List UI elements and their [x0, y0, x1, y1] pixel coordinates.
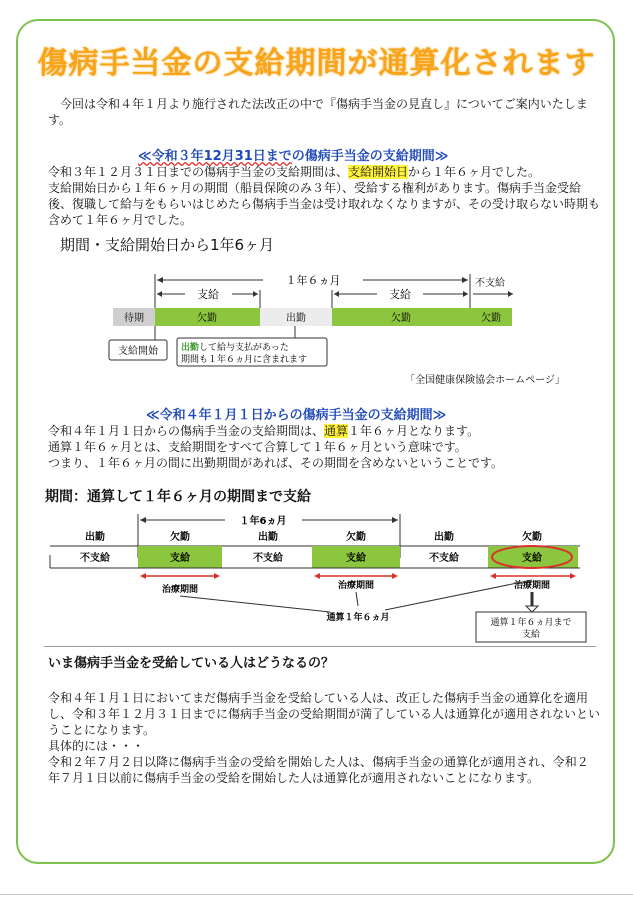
diagram2-bottom-label: 支給 — [346, 553, 366, 564]
diagram2-bottom-label: 不支給 — [429, 553, 459, 564]
section2-heading: ≪令和４年１月１日からの傷病手当金の支給期間≫ — [146, 408, 447, 423]
section2-period-label: 期間：通算して１年６ヶ月の期間まで支給 — [45, 489, 311, 505]
diagram1-seg-label: 待期 — [124, 313, 144, 324]
section1-highlight: 支給開始日 — [348, 165, 409, 179]
diagram2-bottom-label: 支給 — [170, 553, 190, 564]
section2-diagram — [40, 510, 610, 645]
diagram1-span-b: 支給 — [389, 288, 411, 301]
diagram1-seg-label: 出勤 — [286, 313, 306, 324]
diagram1-source: 「全国健康保険協会ホームページ」 — [405, 375, 565, 386]
diagram2-bottom-label: 支給 — [522, 553, 542, 564]
section1-body: 支給開始日から１年６ヶ月の期間（船員保険のみ３年）、受給する権利があります。傷病手当金受給後、復職して給与をもらいはじめたら傷病手当金は受け取れなくなりますが、その受け取らない時期も含めて１年６ヶ月でした。 — [48, 181, 601, 227]
section2-line1-a: 令和４年１月１日からの傷病手当金の支給期間は、 — [48, 424, 325, 438]
diagram2-bottom-label: 不支給 — [253, 553, 283, 564]
section1-heading — [138, 145, 448, 164]
diagram2-top-label: 出勤 — [434, 532, 454, 543]
section2-line1 — [48, 423, 600, 439]
section2-line2: 通算１年６ヶ月とは、支給期間をすべて合算して１年６ヶ月という意味です。 — [48, 440, 467, 454]
divider — [44, 646, 596, 647]
diagram1-seg-label: 欠勤 — [481, 313, 501, 324]
section3-para2: 具体的には・・・ — [48, 739, 145, 753]
diagram1-seg-label: 欠勤 — [391, 313, 411, 324]
section2-line3: つまり、１年６ヶ月の間に出勤期間があれば、その期間を含めないということです。 — [48, 456, 504, 470]
diagram1-span-a: 支給 — [197, 288, 219, 301]
page-title: 傷病手当金の支給期間が通算化されます — [37, 46, 596, 81]
diagram2-treatment-label: 治療期間 — [337, 581, 375, 591]
diagram1-total-span: １年６ヵ月 — [285, 274, 341, 287]
section1-line1-b: から１年６ヶ月でした。 — [408, 165, 541, 179]
diagram2-top-label: 欠勤 — [170, 532, 190, 543]
diagram1-seg-label: 欠勤 — [197, 313, 217, 324]
diagram2-top-label: 欠勤 — [346, 532, 366, 543]
diagram2-result-line2: 支給 — [521, 630, 541, 640]
intro-text: 今回は令和４年１月より施行された法改正の中で『傷病手当金の見直し』についてご案内いたします。 — [48, 97, 588, 127]
section1-diagram — [105, 268, 565, 388]
diagram1-not-paid: 不支給 — [475, 278, 505, 289]
diagram2-total-span: １年6ヵ月 — [239, 516, 287, 527]
section1-line1 — [48, 164, 600, 180]
diagram2-top-label: 出勤 — [85, 532, 105, 543]
diagram1-work-note-line2: 期間も１年６ヵ月に含まれます — [181, 355, 308, 365]
section3-heading: いま傷病手当金を受給している人はどうなるの？ — [48, 656, 335, 671]
section1-heading-rest: の傷病手当金の支給期間≫ — [291, 149, 449, 164]
diagram2-top-label: 出勤 — [258, 532, 278, 543]
diagram2-cumulative-label: 通算１年６ヵ月 — [326, 613, 390, 623]
diagram2-top-label: 欠勤 — [522, 532, 542, 543]
section2-highlight: 通算 — [324, 424, 349, 438]
diagram2-result-line1: 通算１年６ヵ月まで — [490, 618, 572, 628]
section1-period-label: 期間・支給開始日から1年6ヶ月 — [60, 236, 275, 254]
diagram2-treatment-label: 治療期間 — [161, 585, 199, 595]
diagram1-work-note-line1: 出勤して給与支払があった — [181, 343, 289, 353]
diagram2-bottom-label: 不支給 — [80, 553, 110, 564]
section3-para1: 令和４年１月１日においてまだ傷病手当金を受給している人は、改正した傷病手当金の通算化を適用し、令和３年１２月３１日までに傷病手当金の受給期間が満了している人は通算化が適用されないということになります。 — [48, 691, 601, 737]
diagram1-start-note-text: 支給開始 — [118, 346, 158, 357]
page-bottom-line — [0, 894, 633, 895]
section2-line1-b: １年６ヶ月となります。 — [348, 424, 480, 438]
section3-para3: 令和２年７月２日以降に傷病手当金の受給を開始した人は、傷病手当金の通算化が適用され、令和２年７月１日以前に傷病手当金の受給を開始した人は通算化が適用されないことになります。 — [48, 755, 589, 785]
section1-heading-marked: ≪令和３年12月31日まで — [138, 149, 292, 164]
diagram2-treatment-label: 治療期間 — [513, 581, 551, 591]
section1-line1-a: 令和３年１２月３１日までの傷病手当金の支給期間は、 — [48, 165, 349, 179]
